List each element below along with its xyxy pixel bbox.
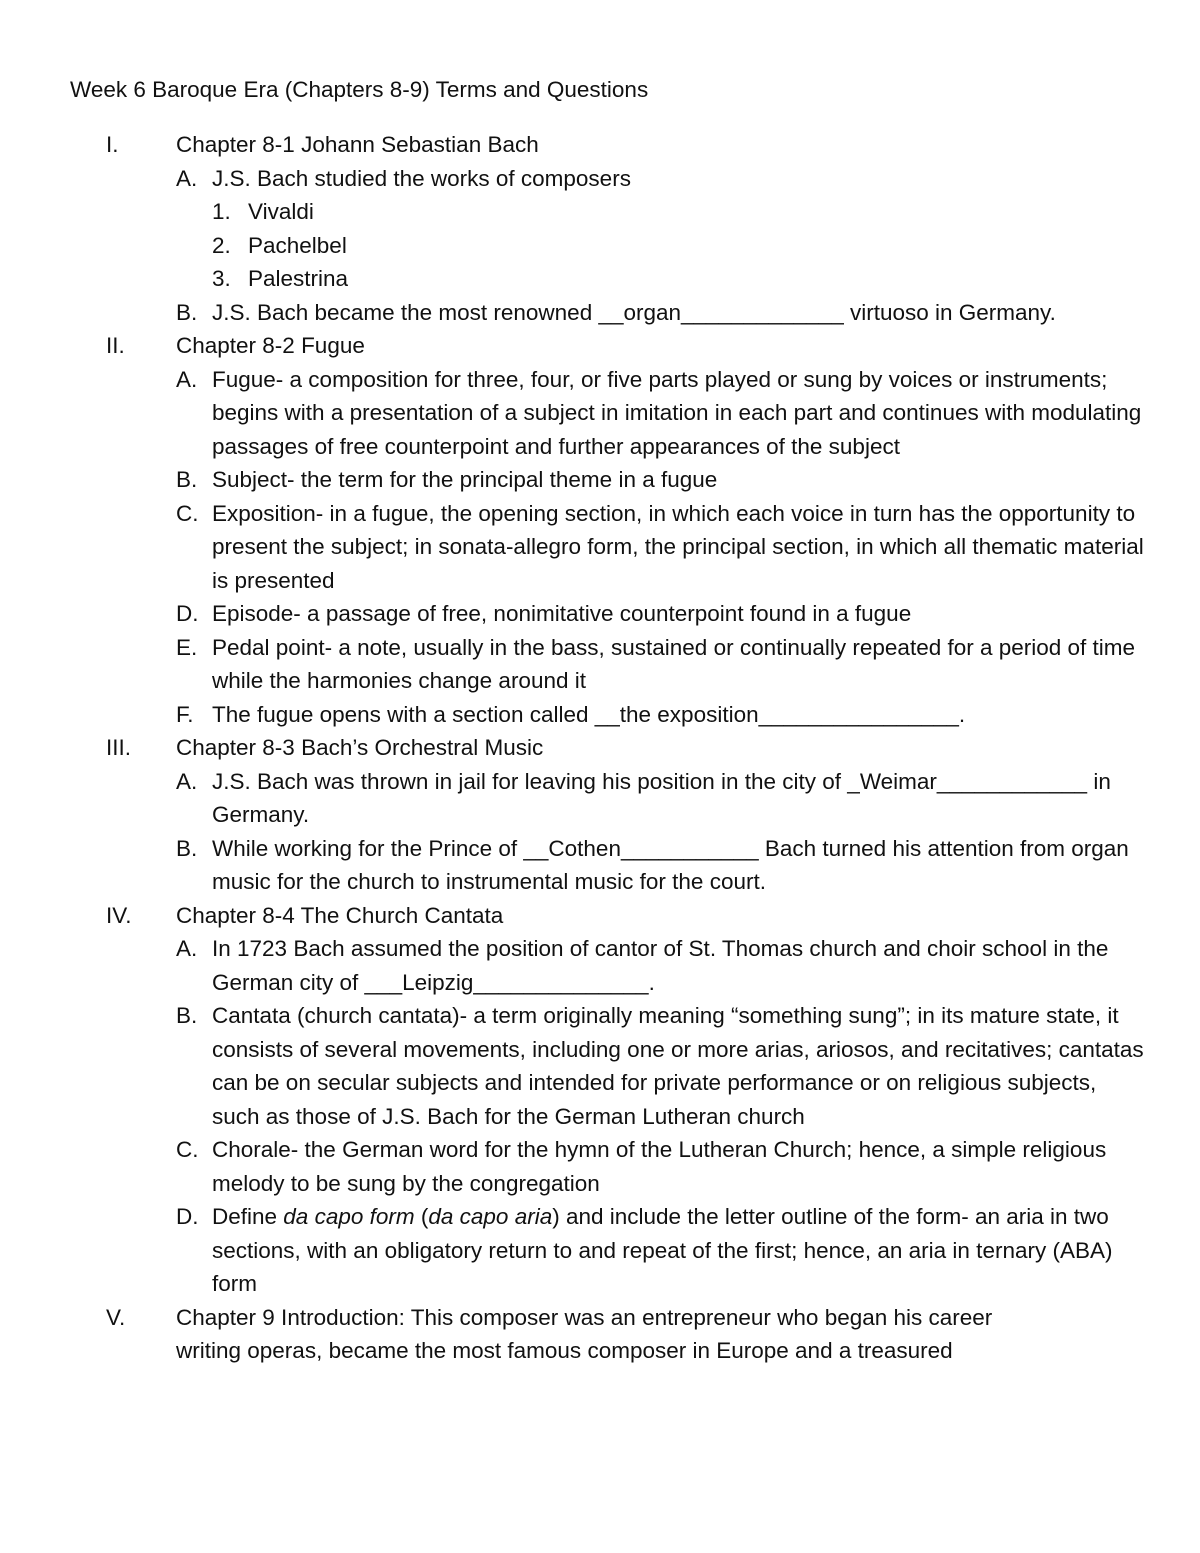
list-item	[176, 162, 1150, 196]
sub-item-number: 2.	[212, 232, 231, 258]
list-item	[176, 765, 1150, 832]
section-4	[70, 899, 1150, 1301]
item-text: Cantata (church cantata)- a term originally meaning “something sung”; in its mature state, it consists of several movements, including one or more arias, ariosos, and recitatives; cantatas can be on secular subjects and intended for private performance or on religious subjects, such as those of J.S. Bach for the German Lutheran church	[212, 1003, 1144, 1129]
item-text: Fugue- a composition for three, four, or five parts played or sung by voices or instruments; begins with a presentation of a subject in imitation in each part and continues with modulating passages of free counterpoint and further appearances of the subject	[212, 366, 1142, 459]
list-item	[176, 999, 1150, 1133]
item-letter: B.	[176, 299, 198, 325]
item-text-tail: ) and include the letter outline of the form- an aria in two sections, with an obligatory return to and repeat of the first; hence, an aria in ternary (ABA) form	[212, 1204, 1113, 1296]
list-item	[176, 497, 1150, 598]
section-numeral: V.	[106, 1304, 126, 1330]
item-text: J.S. Bach became the most renowned __organ_____________ virtuoso in Germany.	[212, 299, 1056, 325]
item-letter: E.	[176, 634, 198, 660]
section-5	[70, 1301, 1150, 1368]
italic-term: da capo aria	[428, 1204, 553, 1229]
list-item	[176, 363, 1150, 464]
item-text: Chorale- the German word for the hymn of the Lutheran Church; hence, a simple religious melody to be sung by the congregation	[212, 1137, 1107, 1196]
item-letter: C.	[176, 500, 199, 526]
section-numeral: III.	[106, 735, 132, 760]
section-3	[70, 731, 1150, 899]
item-letter: B.	[176, 1003, 198, 1028]
section-2	[70, 329, 1150, 731]
sub-list-item	[212, 262, 1150, 296]
item-text: Exposition- in a fugue, the opening section, in which each voice in turn has the opportunity to present the subject; in sonata-allegro form, the principal section, in which all thematic material is presented	[212, 500, 1144, 593]
section-text-line: writing operas, became the most famous composer in Europe and a treasured	[176, 1338, 953, 1363]
section-title: Chapter 8-1 Johann Sebastian Bach	[176, 132, 539, 157]
sub-item-text: Palestrina	[248, 266, 349, 291]
section-text-line: Chapter 9 Introduction: This composer was an entrepreneur who began his career	[176, 1304, 993, 1330]
list-item	[176, 597, 1150, 631]
sub-item-text: Vivaldi	[248, 199, 314, 224]
section-title: Chapter 8-3 Bach’s Orchestral Music	[176, 735, 544, 760]
italic-term: da capo form	[283, 1204, 415, 1229]
section-title: Chapter 8-2 Fugue	[176, 333, 365, 358]
item-letter: B.	[176, 467, 198, 492]
item-text-lead: Define	[212, 1204, 284, 1229]
list-item	[176, 631, 1150, 698]
item-letter: D.	[176, 601, 199, 626]
list-item	[176, 1133, 1150, 1200]
list-item	[176, 932, 1150, 999]
item-text: Episode- a passage of free, nonimitative counterpoint found in a fugue	[212, 601, 912, 626]
list-item	[176, 1200, 1150, 1301]
list-item	[176, 832, 1150, 899]
item-letter: F.	[176, 701, 194, 727]
section-1	[70, 128, 1150, 329]
item-letter: D.	[176, 1204, 199, 1229]
sub-item-text: Pachelbel	[248, 232, 347, 258]
item-text: Pedal point- a note, usually in the bass, sustained or continually repeated for a period of time while the harmonies change around it	[212, 634, 1136, 693]
item-letter: A.	[176, 768, 198, 794]
item-text: J.S. Bach studied the works of composers	[212, 165, 631, 191]
sub-list-item	[212, 195, 1150, 229]
item-letter: A.	[176, 366, 198, 392]
sub-item-number: 3.	[212, 266, 231, 291]
section-numeral: IV.	[106, 902, 132, 928]
item-letter: A.	[176, 936, 198, 961]
page-title: Week 6 Baroque Era (Chapters 8-9) Terms and Questions	[70, 77, 649, 102]
item-text: J.S. Bach was thrown in jail for leaving his position in the city of _Weimar____________ in Germany.	[212, 768, 1111, 827]
list-item	[176, 296, 1150, 330]
section-title: Chapter 8-4 The Church Cantata	[176, 902, 504, 928]
section-numeral: II.	[106, 333, 125, 358]
sub-item-number: 1.	[212, 199, 231, 224]
item-letter: C.	[176, 1137, 199, 1162]
item-text: While working for the Prince of __Cothen___________ Bach turned his attention from organ music for the church to instrumental music for the court.	[212, 835, 1129, 894]
item-letter: B.	[176, 835, 198, 861]
item-text-mid: (	[414, 1204, 429, 1229]
list-item	[176, 698, 1150, 732]
section-numeral: I.	[106, 132, 119, 157]
item-text: The fugue opens with a section called __the exposition________________.	[212, 701, 966, 727]
item-text: Subject- the term for the principal theme in a fugue	[212, 467, 718, 492]
sub-list-item	[212, 229, 1150, 263]
list-item	[176, 463, 1150, 497]
item-letter: A.	[176, 165, 198, 191]
outline-list	[70, 128, 1150, 1368]
item-text: In 1723 Bach assumed the position of cantor of St. Thomas church and choir school in the German city of ___Leipzig______________.	[212, 936, 1109, 995]
